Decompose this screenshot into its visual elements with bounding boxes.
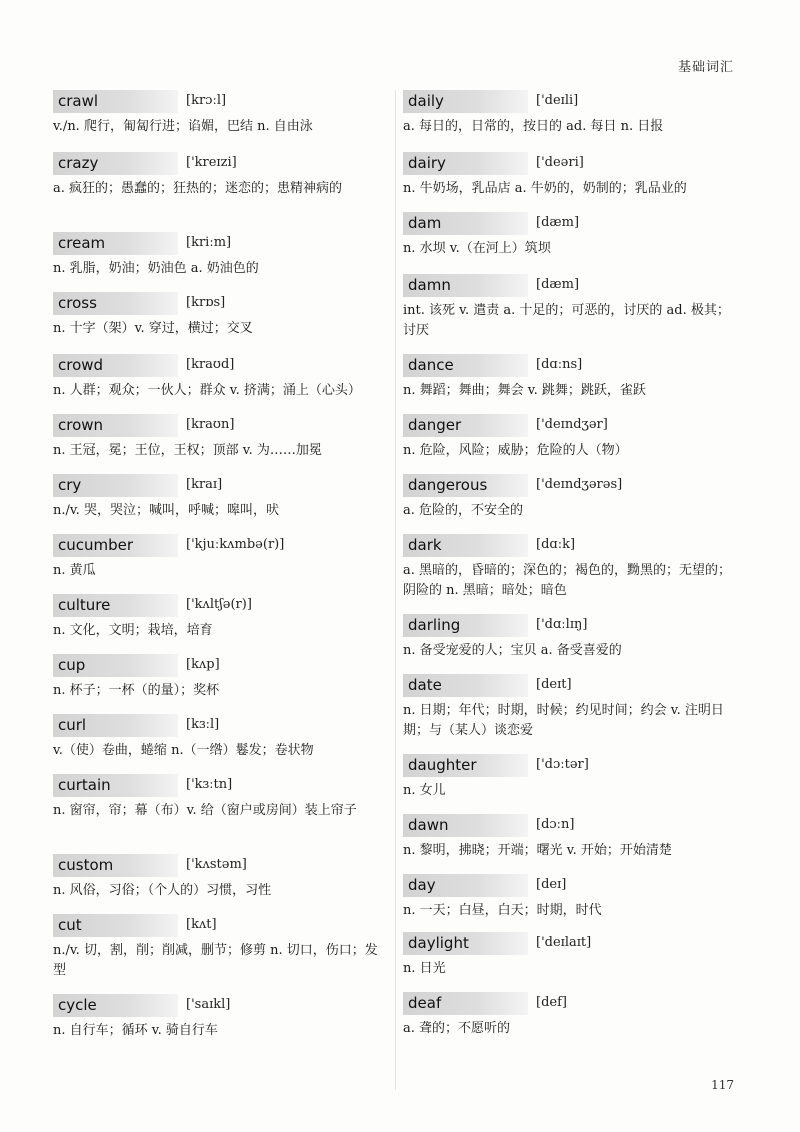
definition: n. 女儿 — [403, 783, 446, 798]
phonetic: ['saɪkl] — [186, 997, 231, 1012]
headword: cross — [53, 292, 178, 315]
definition: v./n. 爬行，匍匐行进；谄媚，巴结 n. 自由泳 — [53, 119, 313, 134]
definition: n. 人群；观众；一伙人；群众 v. 挤满；涌上（心头） — [53, 383, 361, 398]
entry-head — [53, 534, 388, 557]
entry-head — [403, 992, 740, 1015]
entry-head — [403, 814, 740, 837]
definition: n. 自行车；循环 v. 骑自行车 — [53, 1023, 218, 1038]
headword: dangerous — [403, 474, 528, 497]
definition: n. 文化，文明；栽培，培育 — [53, 623, 213, 638]
phonetic: [krɔːl] — [186, 93, 227, 108]
definition: n. 乳脂，奶油；奶油色 a. 奶油色的 — [53, 261, 259, 276]
entry-head — [403, 674, 740, 697]
phonetic: ['deɪndʒər] — [536, 417, 608, 432]
entry-date — [403, 674, 740, 741]
entry-curl — [53, 714, 388, 761]
headword: danger — [403, 414, 528, 437]
phonetic: [kraʊd] — [186, 357, 235, 372]
headword: crawl — [53, 90, 178, 113]
definition: n. 黄瓜 — [53, 563, 96, 578]
entry-head — [53, 90, 388, 113]
phonetic: [deɪt] — [536, 677, 572, 692]
entry-crawl — [53, 90, 388, 137]
headword: culture — [53, 594, 178, 617]
headword: date — [403, 674, 528, 697]
entry-head — [403, 152, 740, 175]
headword: cycle — [53, 994, 178, 1017]
phonetic: ['kʌstəm] — [186, 857, 247, 872]
definition: n. 日期；年代；时期，时候；约见时间；约会 v. 注明日期；与（某人）谈恋爱 — [403, 703, 724, 738]
definition: n. 牛奶场，乳品店 a. 牛奶的，奶制的；乳品业的 — [403, 181, 687, 196]
entry-head — [53, 714, 388, 737]
entry-head — [403, 474, 740, 497]
phonetic: ['dɔːtər] — [536, 757, 589, 772]
entry-crowd — [53, 354, 388, 401]
definition: n. 窗帘，帘；幕（布）v. 给（窗户或房间）装上帘子 — [53, 803, 357, 818]
definition: n. 水坝 v.（在河上）筑坝 — [403, 241, 551, 256]
headword: damn — [403, 274, 528, 297]
definition: n. 备受宠爱的人；宝贝 a. 备受喜爱的 — [403, 643, 622, 658]
entry-day — [403, 874, 740, 921]
entry-custom — [53, 854, 388, 901]
phonetic: ['kʌltʃə(r)] — [186, 597, 252, 612]
entry-dawn — [403, 814, 740, 861]
headword: crown — [53, 414, 178, 437]
headword: cream — [53, 232, 178, 255]
entry-dairy — [403, 152, 740, 199]
definition: v.（使）卷曲，蜷缩 n.（一绺）鬈发；卷状物 — [53, 743, 314, 758]
entry-head — [53, 854, 388, 877]
definition: n. 黎明，拂晓；开端；曙光 v. 开始；开始清楚 — [403, 843, 672, 858]
entry-cup — [53, 654, 388, 701]
entry-damn — [403, 274, 740, 341]
entry-head — [403, 932, 740, 955]
headword: dance — [403, 354, 528, 377]
phonetic: [dɔːn] — [536, 817, 575, 832]
headword: daylight — [403, 932, 528, 955]
definition: a. 聋的；不愿听的 — [403, 1021, 511, 1036]
definition: n. 危险，风险；威胁；危险的人（物） — [403, 443, 628, 458]
headword: crazy — [53, 152, 178, 175]
entry-curtain — [53, 774, 388, 821]
entry-head — [403, 754, 740, 777]
headword: dairy — [403, 152, 528, 175]
definition: n. 一天；白昼，白天；时期，时代 — [403, 903, 602, 918]
column-divider — [395, 90, 396, 1090]
entry-dance — [403, 354, 740, 401]
entry-head — [403, 874, 740, 897]
entry-head — [53, 654, 388, 677]
entry-danger — [403, 414, 740, 461]
running-head: 基础词汇 — [677, 60, 734, 75]
definition: a. 每日的，日常的，按日的 ad. 每日 n. 日报 — [403, 119, 664, 134]
headword: dam — [403, 212, 528, 235]
entry-head — [403, 212, 740, 235]
phonetic: ['deɪlaɪt] — [536, 935, 592, 950]
entry-daughter — [403, 754, 740, 801]
entry-head — [53, 914, 388, 937]
definition: n./v. 切，割，削；削减，删节；修剪 n. 切口，伤口；发型 — [53, 943, 378, 978]
phonetic: ['deɪndʒərəs] — [536, 477, 623, 492]
definition: a. 疯狂的；愚蠢的；狂热的；迷恋的；患精神病的 — [53, 181, 343, 196]
headword: darling — [403, 614, 528, 637]
entry-crazy — [53, 152, 388, 199]
phonetic: [kʌp] — [186, 657, 220, 672]
entry-head — [403, 414, 740, 437]
entry-culture — [53, 594, 388, 641]
entry-head — [403, 354, 740, 377]
entry-dam — [403, 212, 740, 259]
phonetic: ['deɪli] — [536, 93, 579, 108]
definition: n. 杯子；一杯（的量）；奖杯 — [53, 683, 220, 698]
entry-head — [53, 414, 388, 437]
phonetic: [kriːm] — [186, 235, 232, 250]
headword: cucumber — [53, 534, 178, 557]
phonetic: ['kɜːtn] — [186, 777, 233, 792]
entry-head — [53, 232, 388, 255]
entry-head — [53, 994, 388, 1017]
entry-cry — [53, 474, 388, 521]
definition: int. 该死 v. 遣责 a. 十足的；可恶的，讨厌的 ad. 极其；讨厌 — [403, 303, 730, 338]
phonetic: ['deəri] — [536, 155, 584, 170]
entry-crown — [53, 414, 388, 461]
phonetic: [dɑːk] — [536, 537, 576, 552]
phonetic: [def] — [536, 995, 567, 1010]
phonetic: ['kjuːkʌmbə(r)] — [186, 537, 285, 552]
definition: n. 风俗，习俗；（个人的）习惯，习性 — [53, 883, 272, 898]
phonetic: [dæm] — [536, 277, 580, 292]
entry-dangerous — [403, 474, 740, 521]
headword: dawn — [403, 814, 528, 837]
headword: curl — [53, 714, 178, 737]
headword: crowd — [53, 354, 178, 377]
phonetic: [kʌt] — [186, 917, 217, 932]
entry-head — [53, 292, 388, 315]
entry-head — [403, 274, 740, 297]
headword: deaf — [403, 992, 528, 1015]
entry-head — [403, 534, 740, 557]
entry-cucumber — [53, 534, 388, 581]
entry-head — [53, 774, 388, 797]
definition: a. 危险的，不安全的 — [403, 503, 524, 518]
phonetic: [deɪ] — [536, 877, 567, 892]
headword: cry — [53, 474, 178, 497]
entry-daily — [403, 90, 740, 137]
headword: daughter — [403, 754, 528, 777]
phonetic: [kraɪ] — [186, 477, 223, 492]
phonetic: [dæm] — [536, 215, 580, 230]
entry-head — [53, 152, 388, 175]
entry-cut — [53, 914, 388, 981]
headword: custom — [53, 854, 178, 877]
phonetic: [kraʊn] — [186, 417, 235, 432]
entry-head — [403, 90, 740, 113]
phonetic: ['dɑːlɪŋ] — [536, 617, 588, 632]
entry-head — [403, 614, 740, 637]
entry-darling — [403, 614, 740, 661]
entry-dark — [403, 534, 740, 601]
entry-deaf — [403, 992, 740, 1039]
headword: dark — [403, 534, 528, 557]
definition: n. 舞蹈；舞曲；舞会 v. 跳舞；跳跃，雀跃 — [403, 383, 646, 398]
phonetic: [krɒs] — [186, 295, 226, 310]
entry-cycle — [53, 994, 388, 1041]
headword: daily — [403, 90, 528, 113]
phonetic: ['kreɪzi] — [186, 155, 237, 170]
entry-cream — [53, 232, 388, 279]
entry-head — [53, 594, 388, 617]
phonetic: [kɜːl] — [186, 717, 220, 732]
headword: curtain — [53, 774, 178, 797]
entry-daylight — [403, 932, 740, 979]
definition: n. 日光 — [403, 961, 446, 976]
definition: a. 黑暗的，昏暗的；深色的；褐色的，黝黑的；无望的；阴险的 n. 黑暗；暗处；暗色 — [403, 563, 732, 598]
entry-head — [53, 474, 388, 497]
page-number: 117 — [711, 1078, 734, 1092]
entry-cross — [53, 292, 388, 339]
definition: n. 王冠，冕；王位，王权；顶部 v. 为……加冕 — [53, 443, 322, 458]
phonetic: [dɑːns] — [536, 357, 583, 372]
definition: n./v. 哭，哭泣；喊叫，呼喊；嗥叫，吠 — [53, 503, 279, 518]
headword: day — [403, 874, 528, 897]
entry-head — [53, 354, 388, 377]
headword: cut — [53, 914, 178, 937]
definition: n. 十字（架）v. 穿过，横过；交叉 — [53, 321, 253, 336]
headword: cup — [53, 654, 178, 677]
